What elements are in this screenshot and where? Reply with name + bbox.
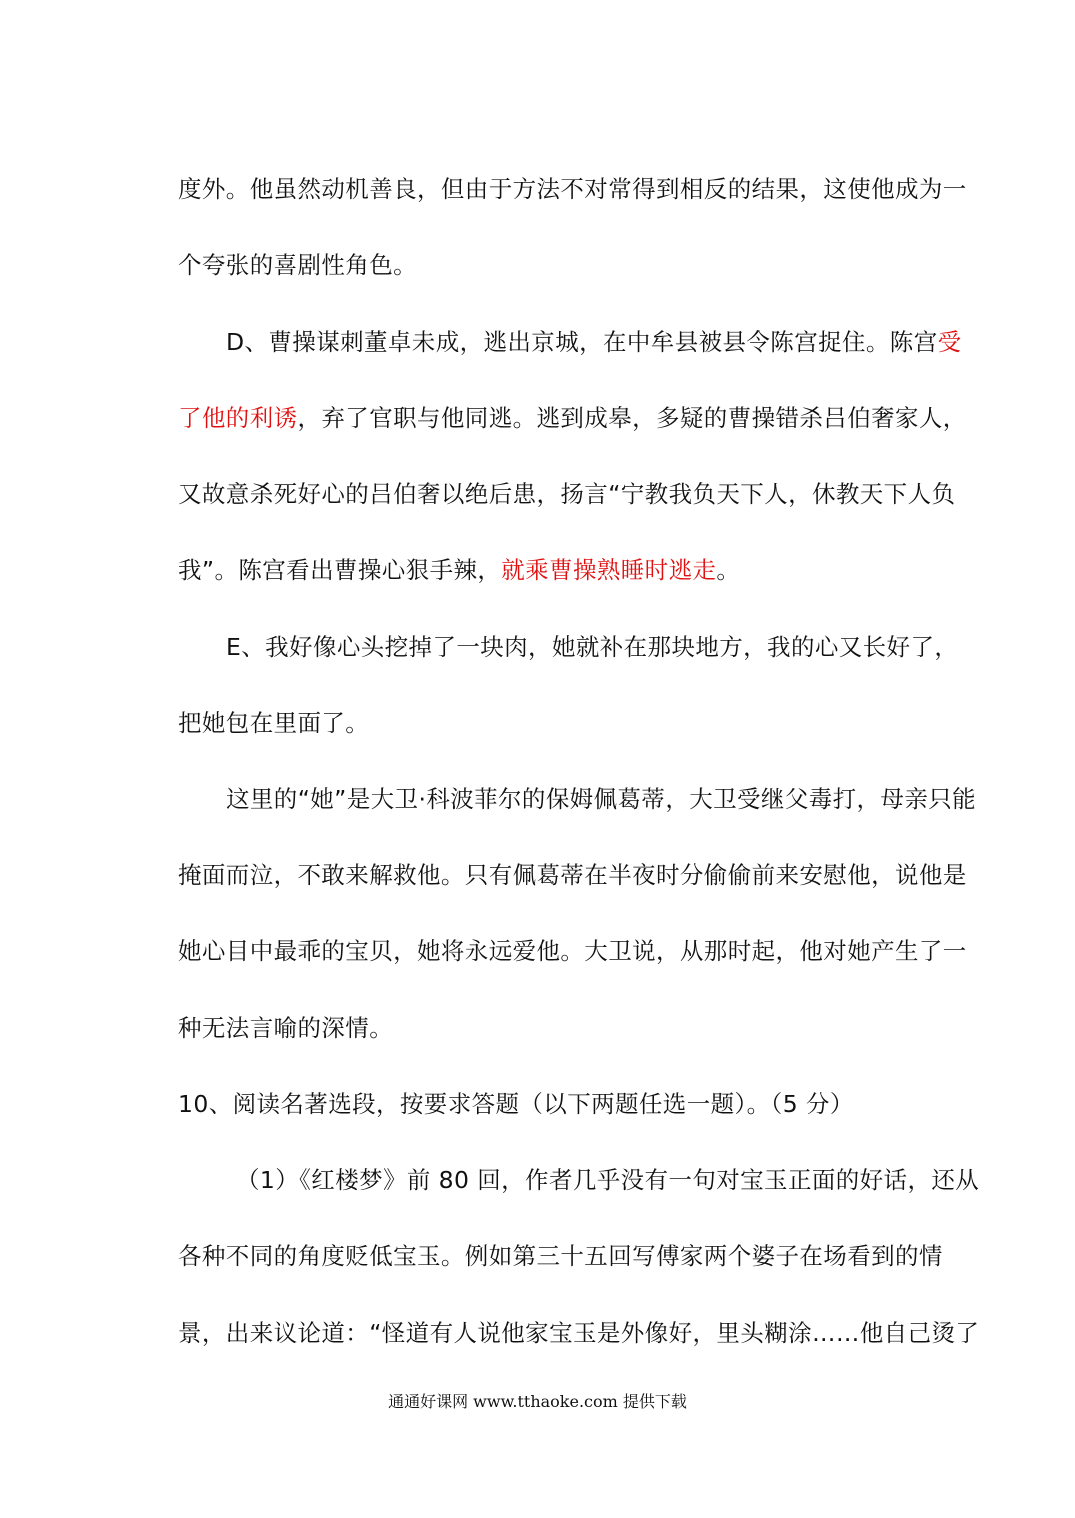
highlighted-text: 就乘曹操熟睡时逃走 <box>501 556 717 584</box>
option-e-line: E、我好像心头挖掉了一块肉，她就补在那块地方，我的心又长好了， <box>226 633 959 661</box>
paragraph-line: 景，出来议论道：“怪道有人说他家宝玉是外像好，里头糊涂……他自己烫了 <box>178 1319 980 1347</box>
option-d-line <box>226 327 1002 357</box>
paragraph-line: 个夸张的喜剧性角色。 <box>178 251 417 279</box>
highlighted-text: 受 <box>937 328 962 356</box>
line-text: D、曹操谋刺董卓未成，逃出京城，在中牟县被县令陈宫捉住。陈宫 <box>226 328 938 356</box>
line-text: ，弃了官职与他同逃。逃到成皋，多疑的曹操错杀吕伯奢家人， <box>297 404 967 432</box>
paragraph-line: 种无法言喻的深情。 <box>178 1014 394 1042</box>
highlighted-text: 了他的利诱 <box>178 404 298 432</box>
paragraph-line: 她心目中最乖的宝贝，她将永远爱他。大卫说，从那时起，他对她产生了一 <box>178 937 967 965</box>
subquestion-line: （1）《红楼梦》前 80 回，作者几乎没有一句对宝玉正面的好话，还从 <box>236 1166 980 1194</box>
paragraph-line: 各种不同的角度贬低宝玉。例如第三十五回写傅家两个婆子在场看到的情 <box>178 1242 943 1270</box>
paragraph-line <box>178 403 1002 433</box>
page-footer: 通通好课网 www.tthaoke.com 提供下载 <box>388 1392 687 1411</box>
paragraph-line <box>178 555 1002 585</box>
question-heading: 10、阅读名著选段，按要求答题（以下两题任选一题）。（5 分） <box>178 1090 854 1118</box>
line-text: 。 <box>716 556 741 584</box>
paragraph-line: 把她包在里面了。 <box>178 709 370 737</box>
paragraph-line: 又故意杀死好心的吕伯奢以绝后患，扬言“宁教我负天下人，休教天下人负 <box>178 480 956 508</box>
paragraph-line: 度外。他虽然动机善良，但由于方法不对常得到相反的结果，这使他成为一 <box>178 175 967 203</box>
paragraph-line: 掩面而泣，不敢来解救他。只有佩葛蒂在半夜时分偷偷前来安慰他，说他是 <box>178 861 967 889</box>
paragraph-line: 这里的“她”是大卫·科波菲尔的保姆佩葛蒂，大卫受继父毒打，母亲只能 <box>226 785 977 813</box>
line-text: 我”。陈宫看出曹操心狠手辣， <box>178 556 502 584</box>
